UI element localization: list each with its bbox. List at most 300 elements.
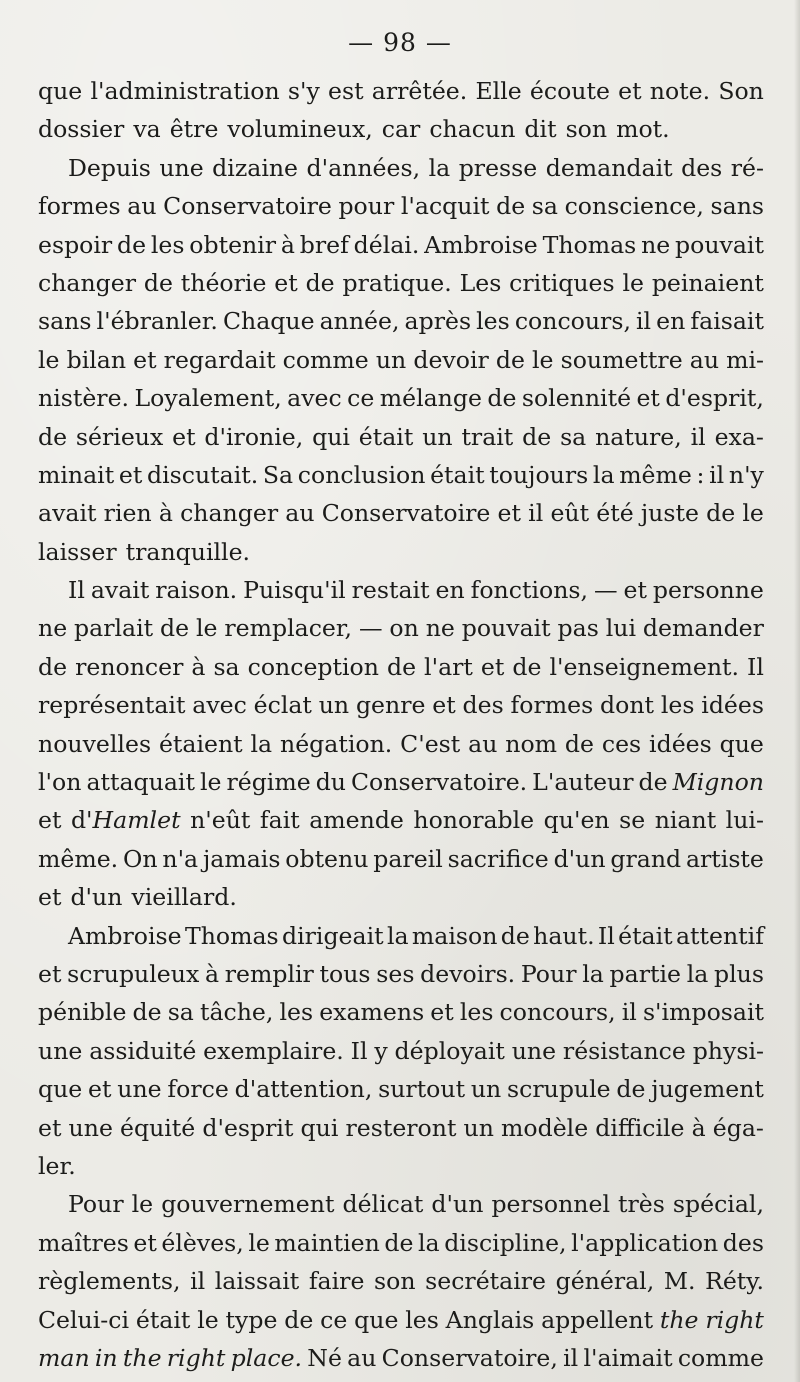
word: volumineux, bbox=[227, 115, 373, 144]
word: place. bbox=[230, 1343, 303, 1372]
word: nouvelles bbox=[38, 729, 152, 758]
text-line bbox=[38, 302, 764, 340]
text-line bbox=[38, 226, 764, 264]
word: l'administration bbox=[90, 77, 280, 105]
word: on bbox=[389, 614, 419, 643]
word: la bbox=[386, 921, 409, 950]
word: il bbox=[563, 1343, 579, 1372]
word: et bbox=[38, 959, 62, 988]
word: demandait bbox=[545, 153, 673, 182]
word: de bbox=[495, 345, 525, 374]
word: toujours bbox=[489, 460, 589, 489]
word: sa bbox=[213, 652, 240, 681]
text-line bbox=[38, 1109, 764, 1147]
word: de bbox=[522, 422, 552, 451]
word: éga- bbox=[712, 1113, 764, 1142]
word: faire bbox=[308, 1267, 365, 1296]
word: espoir bbox=[38, 230, 113, 259]
word: mi- bbox=[726, 345, 764, 374]
word: dizaine bbox=[212, 153, 299, 182]
word: chacun bbox=[429, 115, 516, 144]
word: the bbox=[122, 1343, 162, 1372]
word: Chaque bbox=[222, 307, 315, 336]
word: de bbox=[384, 1228, 414, 1257]
word: la bbox=[418, 1228, 440, 1257]
word: et bbox=[38, 883, 62, 912]
word: son bbox=[565, 115, 608, 144]
text-line bbox=[38, 1224, 764, 1262]
word: règlements, bbox=[38, 1267, 181, 1296]
word: au bbox=[689, 345, 720, 374]
word: maintien bbox=[274, 1228, 380, 1257]
word: mot. bbox=[616, 115, 670, 144]
word: exemplaire. bbox=[203, 1036, 344, 1065]
word: était bbox=[358, 422, 414, 451]
word: Pour bbox=[520, 959, 577, 988]
word: dit bbox=[524, 115, 557, 144]
word: la bbox=[592, 460, 615, 489]
word: nature, bbox=[595, 422, 682, 451]
word: Conservatoire. bbox=[351, 768, 528, 797]
word: le bbox=[199, 768, 222, 797]
word: tâche, bbox=[199, 998, 274, 1027]
word: critiques bbox=[509, 268, 615, 297]
word: On bbox=[123, 844, 158, 873]
word: de bbox=[305, 268, 335, 297]
word: d'esprit, bbox=[665, 384, 764, 413]
word: niant bbox=[654, 806, 717, 835]
word: jugement bbox=[651, 1075, 764, 1104]
word: fonctions, bbox=[470, 576, 589, 605]
word: à bbox=[191, 652, 206, 681]
word: amende bbox=[309, 806, 404, 835]
word: ré- bbox=[730, 153, 764, 182]
text-line bbox=[38, 801, 764, 839]
word: conception bbox=[247, 652, 379, 681]
word: les bbox=[660, 691, 695, 720]
word: qu'en bbox=[543, 806, 610, 835]
text-line bbox=[38, 187, 764, 225]
word: sa bbox=[560, 422, 587, 451]
word: pratique. bbox=[342, 268, 452, 297]
word: son bbox=[374, 1267, 416, 1296]
word: dirigeait bbox=[281, 921, 384, 950]
word: formes bbox=[38, 192, 121, 221]
word: appellent bbox=[541, 1305, 654, 1334]
word: partie bbox=[609, 959, 681, 988]
word: l'ébranler. bbox=[96, 307, 218, 336]
word: L'auteur bbox=[532, 768, 634, 797]
word: à bbox=[204, 959, 220, 988]
word: un bbox=[470, 1075, 502, 1104]
word: de bbox=[160, 614, 190, 643]
word: trait bbox=[461, 422, 514, 451]
word: sa bbox=[167, 998, 194, 1027]
text-line bbox=[38, 494, 764, 532]
word: Il bbox=[68, 576, 85, 605]
word: avait bbox=[90, 576, 150, 605]
word: et bbox=[274, 268, 298, 297]
word: que bbox=[354, 1305, 399, 1334]
word: le bbox=[195, 614, 218, 643]
word: d'ironie, bbox=[204, 422, 304, 451]
word: concours, bbox=[499, 998, 616, 1027]
word: de bbox=[638, 768, 668, 797]
word: ces bbox=[601, 729, 642, 758]
word: regardait bbox=[163, 345, 276, 374]
word: pour bbox=[338, 192, 395, 221]
word: n'a bbox=[162, 844, 199, 873]
word: et bbox=[38, 1113, 62, 1142]
word: est bbox=[328, 77, 364, 105]
word: bref bbox=[299, 230, 349, 259]
word: à bbox=[691, 1113, 706, 1142]
word: attentif bbox=[675, 921, 764, 950]
word: négation. bbox=[280, 729, 393, 758]
word: au bbox=[285, 499, 315, 528]
word: de bbox=[132, 998, 162, 1027]
word: jamais bbox=[202, 844, 281, 873]
word: obtenir bbox=[189, 230, 277, 259]
word: Loyalement, bbox=[134, 384, 282, 413]
word: discipline, bbox=[444, 1228, 567, 1257]
word: devoirs. bbox=[420, 959, 516, 988]
word: devoir bbox=[413, 345, 489, 374]
word: s'y bbox=[287, 77, 320, 105]
word: de bbox=[143, 268, 173, 297]
word: du bbox=[315, 768, 346, 797]
word: et bbox=[636, 384, 660, 413]
word: Elle bbox=[475, 77, 522, 105]
word: pareil bbox=[373, 844, 443, 873]
word: avec bbox=[192, 691, 247, 720]
word: conscience, bbox=[564, 192, 704, 221]
word: très bbox=[618, 1190, 665, 1219]
word: l'acquit bbox=[400, 192, 490, 221]
word: ne bbox=[38, 614, 68, 643]
word: l'enseignement. bbox=[549, 652, 740, 681]
word: bilan bbox=[66, 345, 127, 374]
word: idées bbox=[701, 691, 764, 720]
word: l'aimait bbox=[583, 1343, 673, 1372]
word: ce bbox=[320, 1305, 348, 1334]
text-line bbox=[38, 379, 764, 417]
word: secrétaire bbox=[425, 1267, 546, 1296]
word: les bbox=[405, 1305, 439, 1334]
word: et bbox=[133, 1228, 157, 1257]
word: attaquait bbox=[86, 768, 195, 797]
word: que bbox=[38, 1075, 83, 1104]
word: nistère. bbox=[38, 384, 130, 413]
word: Pour bbox=[68, 1190, 124, 1219]
word: sa bbox=[531, 192, 558, 221]
word: qui bbox=[312, 422, 350, 451]
word: un bbox=[375, 345, 407, 374]
word: presse bbox=[458, 153, 538, 182]
word: déployait bbox=[394, 1036, 505, 1065]
word: Les bbox=[459, 268, 502, 297]
word: et bbox=[430, 998, 454, 1027]
word: une bbox=[511, 1036, 557, 1065]
word: il bbox=[709, 460, 725, 489]
word: éclat bbox=[253, 691, 312, 720]
word: il bbox=[636, 307, 652, 336]
word: il bbox=[528, 499, 544, 528]
word: résistance bbox=[562, 1036, 686, 1065]
word: pénible bbox=[38, 998, 127, 1027]
word: n'y bbox=[728, 460, 764, 489]
word: note. bbox=[649, 77, 711, 105]
word: s'imposait bbox=[642, 998, 764, 1027]
word: été bbox=[596, 499, 634, 528]
word: ne bbox=[425, 614, 455, 643]
text-line bbox=[38, 149, 764, 187]
body-text bbox=[38, 72, 764, 1377]
text-line bbox=[38, 840, 764, 878]
word: renoncer bbox=[75, 652, 184, 681]
word: et bbox=[172, 422, 196, 451]
word: un bbox=[463, 1113, 494, 1142]
word: un bbox=[422, 422, 453, 451]
word: d'Hamlet bbox=[70, 806, 181, 835]
text-line bbox=[38, 1070, 764, 1108]
word: obtenu bbox=[285, 844, 369, 873]
word: comme bbox=[677, 1343, 764, 1372]
word: de bbox=[284, 1305, 314, 1334]
word: le bbox=[38, 345, 60, 374]
word: d'un bbox=[70, 883, 123, 912]
word: un bbox=[318, 691, 350, 720]
word: lui bbox=[605, 614, 636, 643]
word: de bbox=[500, 921, 530, 950]
word: des bbox=[722, 1228, 764, 1257]
word: était bbox=[135, 1305, 191, 1334]
word: comme bbox=[282, 345, 369, 374]
word: Il bbox=[747, 652, 764, 681]
word: le bbox=[622, 268, 644, 297]
word: représentait bbox=[38, 691, 186, 720]
word: pouvait bbox=[461, 614, 551, 643]
word: Thomas bbox=[542, 230, 637, 259]
word: rien bbox=[103, 499, 152, 528]
text-line bbox=[38, 72, 764, 110]
word: : bbox=[696, 460, 705, 489]
word: gouvernement bbox=[161, 1190, 335, 1219]
word: même. bbox=[38, 844, 119, 873]
word: de bbox=[386, 652, 417, 681]
word: la bbox=[686, 959, 709, 988]
word: maison bbox=[411, 921, 498, 950]
word: personnel bbox=[491, 1190, 610, 1219]
word: régime bbox=[226, 768, 311, 797]
word: arrêtée. bbox=[371, 77, 468, 105]
word: et bbox=[133, 345, 157, 374]
word: il bbox=[690, 422, 706, 451]
word: force bbox=[167, 1075, 229, 1104]
word: solennité bbox=[521, 384, 632, 413]
word: restait bbox=[351, 576, 430, 605]
word: scrupule bbox=[507, 1075, 611, 1104]
word: et bbox=[497, 499, 521, 528]
word: Depuis bbox=[68, 153, 151, 182]
word: pouvait bbox=[675, 230, 764, 259]
word: de bbox=[706, 499, 736, 528]
word: — bbox=[358, 614, 383, 643]
word: que bbox=[38, 77, 83, 105]
word: eût bbox=[550, 499, 590, 528]
word: écoute bbox=[529, 77, 610, 105]
word: et bbox=[618, 77, 642, 105]
word: théorie bbox=[180, 268, 267, 297]
word: remplir bbox=[224, 959, 314, 988]
word: les bbox=[279, 998, 314, 1027]
word: Son bbox=[718, 77, 764, 105]
word: équité bbox=[120, 1113, 196, 1142]
word: il bbox=[190, 1267, 206, 1296]
word: dossier bbox=[38, 115, 125, 144]
word: conclusion bbox=[297, 460, 426, 489]
word: de bbox=[38, 422, 68, 451]
word: concours, bbox=[514, 307, 631, 336]
word: de bbox=[496, 192, 526, 221]
word: et bbox=[623, 576, 647, 605]
word: de bbox=[38, 652, 68, 681]
word: d'attention, bbox=[234, 1075, 373, 1104]
text-line bbox=[38, 1185, 764, 1223]
word: des bbox=[681, 153, 723, 182]
word: que bbox=[719, 729, 764, 758]
word: délai. bbox=[353, 230, 420, 259]
word: même bbox=[619, 460, 692, 489]
word: de bbox=[117, 230, 147, 259]
word: in bbox=[94, 1343, 118, 1372]
word: au bbox=[127, 192, 157, 221]
text-line bbox=[38, 725, 764, 763]
word: nom bbox=[505, 729, 558, 758]
word: l'on bbox=[38, 768, 82, 797]
word: sacrifice bbox=[447, 844, 549, 873]
word: Il bbox=[350, 1036, 368, 1065]
word: d'années, bbox=[306, 153, 421, 182]
word: resteront bbox=[345, 1113, 457, 1142]
text-line bbox=[38, 993, 764, 1031]
word: une bbox=[117, 1075, 162, 1104]
word: des bbox=[462, 691, 504, 720]
word: laisser bbox=[38, 537, 117, 566]
word: changer bbox=[180, 499, 279, 528]
word: au bbox=[468, 729, 498, 758]
word: difficile bbox=[595, 1113, 685, 1142]
word: était bbox=[430, 460, 485, 489]
text-line bbox=[38, 571, 764, 609]
word: modèle bbox=[501, 1113, 589, 1142]
word: les bbox=[150, 230, 185, 259]
word: le bbox=[742, 499, 764, 528]
word: et bbox=[480, 652, 505, 681]
word: Conservatoire bbox=[163, 192, 332, 221]
word: demander bbox=[642, 614, 764, 643]
text-line bbox=[38, 418, 764, 456]
word: l'application bbox=[571, 1228, 719, 1257]
word: right bbox=[705, 1305, 764, 1334]
word: exa- bbox=[714, 422, 764, 451]
word: à bbox=[280, 230, 295, 259]
word: dont bbox=[600, 691, 655, 720]
page-number: — 98 — bbox=[348, 28, 452, 57]
word: grand bbox=[610, 844, 682, 873]
word: the bbox=[659, 1305, 699, 1334]
word: y bbox=[374, 1036, 388, 1065]
word: à bbox=[158, 499, 173, 528]
word: d'un bbox=[553, 844, 606, 873]
word: Sa bbox=[262, 460, 294, 489]
word: parlait bbox=[74, 614, 154, 643]
word: se bbox=[619, 806, 646, 835]
word: délicat bbox=[342, 1190, 424, 1219]
text-line bbox=[38, 1301, 764, 1339]
word: fait bbox=[259, 806, 300, 835]
word: M. bbox=[663, 1267, 696, 1296]
word: juste bbox=[640, 499, 699, 528]
word: qui bbox=[300, 1113, 339, 1142]
word: de bbox=[512, 652, 542, 681]
word: Conservatoire, bbox=[381, 1343, 558, 1372]
word: n'eût bbox=[190, 806, 251, 835]
word: sérieux bbox=[75, 422, 164, 451]
text-line bbox=[38, 341, 764, 379]
text-line bbox=[38, 110, 764, 148]
text-line bbox=[38, 648, 764, 686]
word: spécial, bbox=[672, 1190, 764, 1219]
page-edge-shadow bbox=[794, 0, 800, 1382]
text-line bbox=[38, 609, 764, 647]
word: sans bbox=[710, 192, 764, 221]
word: peinaient bbox=[651, 268, 764, 297]
word: les bbox=[476, 307, 510, 336]
word: le bbox=[248, 1228, 270, 1257]
word: au bbox=[347, 1343, 377, 1372]
word: faisait bbox=[690, 307, 764, 336]
word: l'art bbox=[424, 652, 473, 681]
word: Puisqu'il bbox=[243, 576, 346, 605]
word: Conservatoire bbox=[321, 499, 491, 528]
word: et bbox=[38, 806, 62, 835]
text-line bbox=[38, 917, 764, 955]
word: minait bbox=[38, 460, 115, 489]
word: de bbox=[564, 729, 594, 758]
text-line bbox=[38, 686, 764, 724]
word: Réty. bbox=[705, 1267, 764, 1296]
word: avec bbox=[287, 384, 342, 413]
word: man bbox=[38, 1343, 90, 1372]
word: Anglais bbox=[445, 1305, 535, 1334]
word: pas bbox=[557, 614, 599, 643]
word: remplacer, bbox=[224, 614, 353, 643]
word: la bbox=[250, 729, 273, 758]
text-line bbox=[38, 878, 764, 916]
word: d'un bbox=[431, 1190, 484, 1219]
word: la bbox=[428, 153, 451, 182]
word: honorable bbox=[413, 806, 535, 835]
text-line bbox=[38, 1032, 764, 1070]
word: et bbox=[88, 1075, 112, 1104]
word: soumettre bbox=[560, 345, 683, 374]
word: ne bbox=[641, 230, 671, 259]
word: haut. bbox=[533, 921, 595, 950]
text-line bbox=[38, 1339, 764, 1377]
text-line bbox=[38, 533, 764, 571]
word: discutait. bbox=[146, 460, 259, 489]
